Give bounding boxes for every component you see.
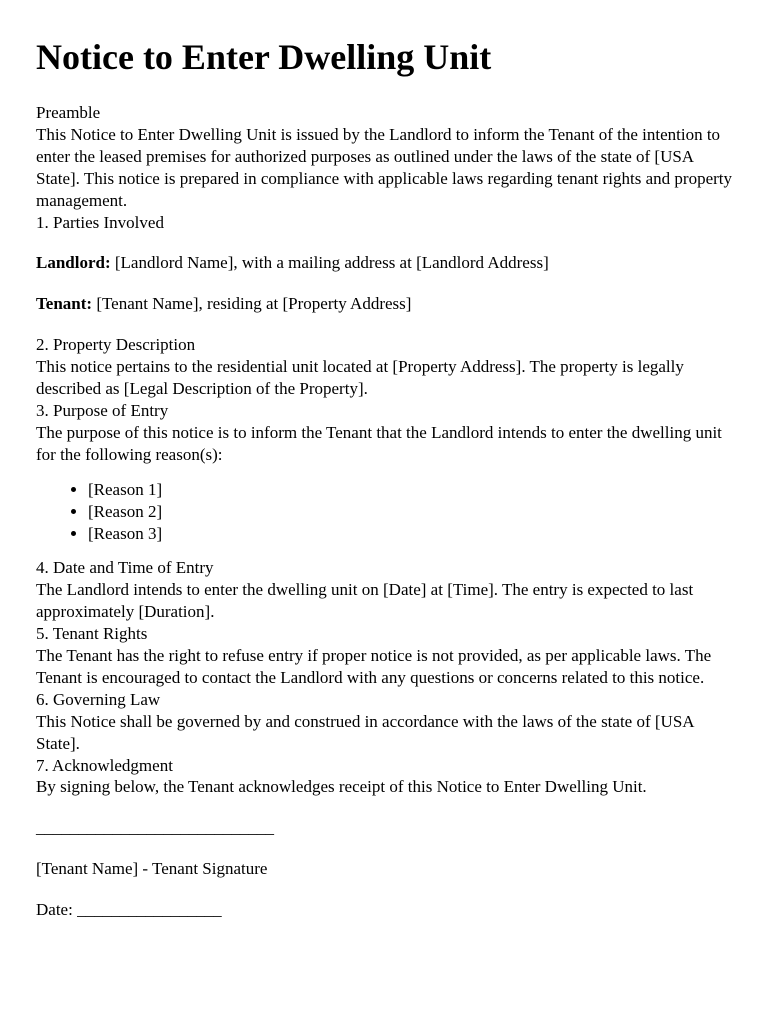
- landlord-label: Landlord:: [36, 253, 111, 273]
- property-heading: 2. Property Description: [36, 335, 196, 355]
- rights-heading: 5. Tenant Rights: [36, 624, 148, 644]
- tenant-line: [36, 293, 734, 315]
- tenant-label: Tenant:: [36, 294, 93, 314]
- purpose-body: The purpose of this notice is to inform the Tenant that the Landlord intends to enter the dwelling unit for the following reason(s):: [36, 422, 722, 464]
- list-item: • [Reason 2]: [88, 501, 734, 523]
- datetime-heading: 4. Date and Time of Entry: [36, 558, 214, 578]
- landlord-line: [36, 252, 734, 274]
- signature-line: ____________________________: [36, 818, 274, 838]
- datetime-body: The Landlord intends to enter the dwelling unit on [Date] at [Time]. The entry is expected to last approximately [Duration].: [36, 580, 694, 622]
- law-heading: 6. Governing Law: [36, 689, 161, 709]
- list-item: • [Reason 1]: [88, 479, 734, 501]
- signature-label: [Tenant Name] - Tenant Signature: [36, 859, 268, 879]
- preamble-heading: Preamble: [36, 103, 101, 122]
- ack-body: By signing below, the Tenant acknowledges receipt of this Notice to Enter Dwelling Unit.: [36, 777, 647, 797]
- rights-body: The Tenant has the right to refuse entry if proper notice is not provided, as per applicable laws. The Tenant is encouraged to contact the Landlord with any questions or concerns related to this notice.: [36, 646, 712, 687]
- landlord-text: [Landlord Name], with a mailing address at [Landlord Address]: [110, 253, 549, 273]
- reasons-list: [36, 479, 734, 545]
- purpose-heading: 3. Purpose of Entry: [36, 400, 169, 420]
- parties-heading: 1. Parties Involved: [36, 212, 164, 232]
- preamble-body: This Notice to Enter Dwelling Unit is issued by the Landlord to inform the Tenant of the intention to enter the leased premises for authorized purposes as outlined under the laws of the state of [USA State]. This notice is prepared in compliance with applicable laws regarding tenant rights and property management.: [36, 124, 732, 210]
- date-line: Date: _________________: [36, 900, 222, 920]
- document-title: Notice to Enter Dwelling Unit: [36, 37, 492, 77]
- law-body: This Notice shall be governed by and construed in accordance with the laws of the state of [USA State].: [36, 711, 694, 753]
- tenant-text: [Tenant Name], residing at [Property Address]: [92, 294, 412, 314]
- list-item: • [Reason 3]: [88, 523, 734, 545]
- property-body: This notice pertains to the residential unit located at [Property Address]. The property is legally described as [Legal Description of the Property].: [36, 357, 684, 399]
- ack-heading: 7. Acknowledgment: [36, 755, 173, 775]
